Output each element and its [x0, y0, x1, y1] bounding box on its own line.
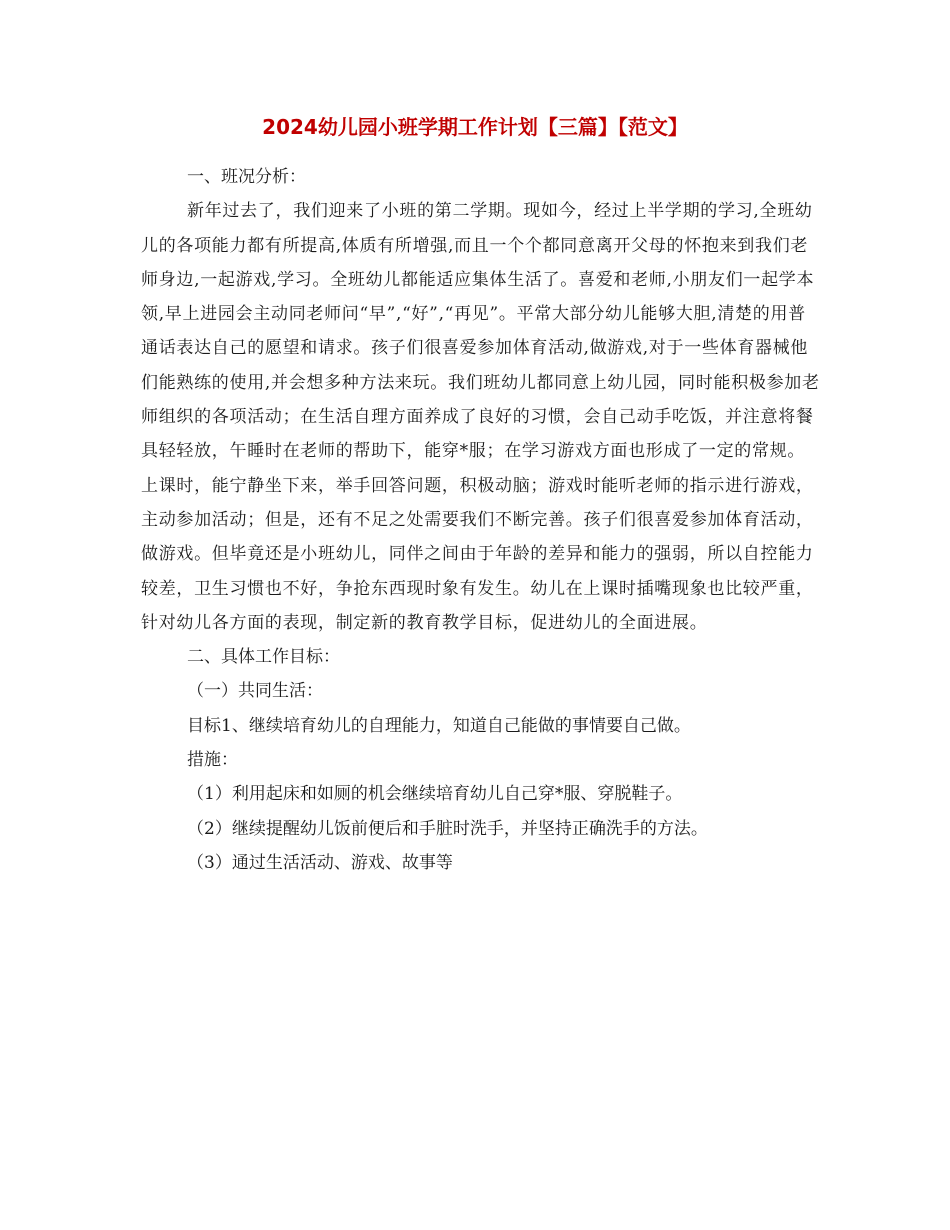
measure-1: （1）利用起床和如厕的机会继续培育幼儿自己穿*服、穿脱鞋子。	[187, 784, 683, 805]
measure-3: （3）通过生活活动、游戏、故事等	[187, 852, 453, 873]
section2-heading: 二、具体工作目标：	[187, 647, 340, 668]
document-title: 2024幼儿园小班学期工作计划【三篇】【范文】	[262, 115, 688, 139]
document-body	[141, 160, 821, 880]
subsection1-heading: （一）共同生活：	[187, 681, 323, 702]
measures-label: 措施：	[187, 750, 238, 771]
goal-1: 目标1、继续培育幼儿的自理能力，知道自己能做的事情要自己做。	[187, 715, 691, 736]
paragraph-class-analysis: 新年过去了，我们迎来了小班的第二学期。现如今，经过上半学期的学习,全班幼儿的各项能力都有所提高,体质有所增强,而且一个个都同意离开父母的怀抱来到我们老师身边,一起游戏,学习。全班幼儿都能适应集体生活了。喜爱和老师,小朋友们一起学本领,早上进园会主动同老师问“早”,“好”,“再见”。平常大部分幼儿能够大胆,清楚的用普通话表达自己的愿望和请求。孩子们很喜爱参加体育活动,做游戏,对于一些体育器械他们能熟练的使用,并会想多种方法来玩。我们班幼儿都同意上幼儿园，同时能积极参加老师组织的各项活动；在生活自理方面养成了良好的习惯，会自己动手吃饭，并注意将餐具轻轻放，午睡时在老师的帮助下，能穿*服；在学习游戏方面也形成了一定的常规。上课时，能宁静坐下来，举手回答问题，积极动脑；游戏时能听老师的指示进行游戏，主动参加活动；但是，还有不足之处需要我们不断完善。孩子们很喜爱参加体育活动，做游戏。但毕竟还是小班幼儿，同伴之间由于年龄的差异和能力的强弱，所以自控能力较差，卫生习惯也不好，争抢东西现时象有发生。幼儿在上课时插嘴现象也比较严重，针对幼儿各方面的表现，制定新的教育教学目标，促进幼儿的全面进展。	[141, 201, 820, 633]
measure-2: （2）继续提醒幼儿饭前便后和手脏时洗手，并坚持正确洗手的方法。	[187, 818, 708, 839]
section1-heading: 一、班况分析：	[187, 167, 306, 187]
